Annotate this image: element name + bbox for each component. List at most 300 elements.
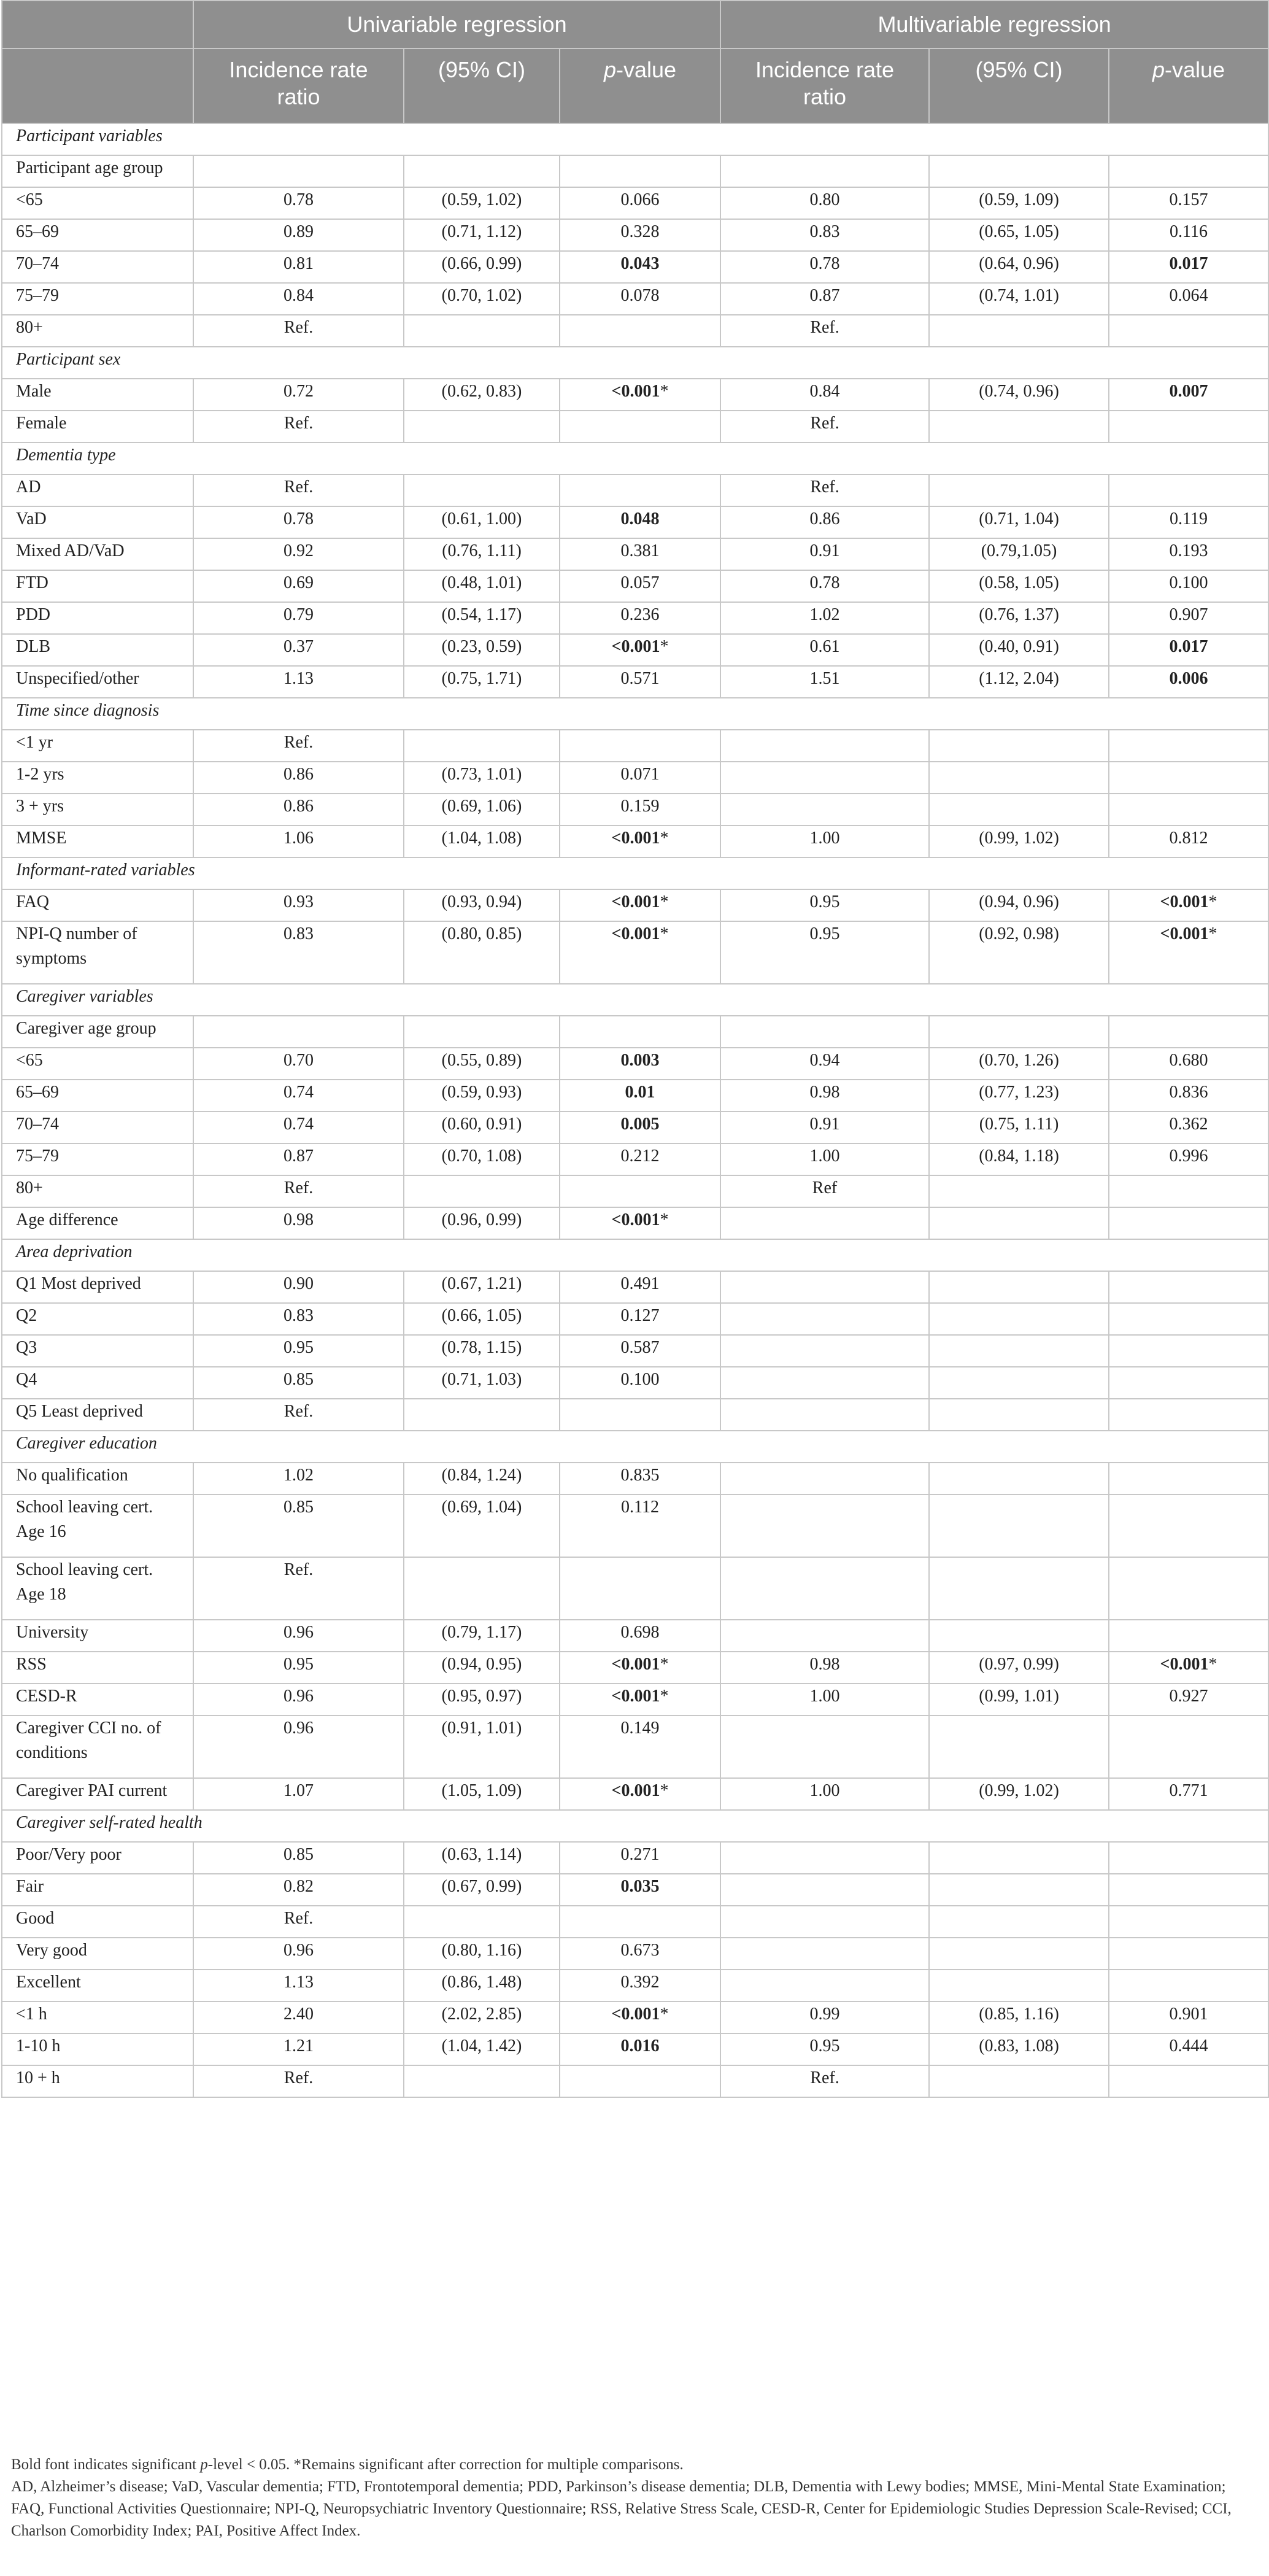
significant-p-value: <0.001 [611, 924, 660, 943]
multi-irr-cell: 0.91 [720, 1112, 929, 1143]
multi-p-cell [1109, 1970, 1268, 2002]
multi-p-cell [1109, 315, 1268, 347]
multi-ci-cell [929, 1207, 1109, 1239]
row-label: 10 + h [2, 2065, 193, 2097]
multi-p-cell [1109, 1016, 1268, 1048]
multi-p-cell [1109, 155, 1268, 187]
row-label: Q1 Most deprived [2, 1271, 193, 1303]
uni-p-cell [560, 474, 720, 506]
row-label: 75–79 [2, 1143, 193, 1175]
uni-irr-cell: 0.79 [193, 602, 404, 634]
uni-irr-cell: 0.89 [193, 219, 404, 251]
uni-irr-cell: 0.96 [193, 1684, 404, 1715]
section-row [2, 123, 1268, 155]
uni-p-cell [560, 889, 720, 921]
uni-p-cell [560, 2065, 720, 2097]
uni-irr-cell: 0.90 [193, 1271, 404, 1303]
multi-ci-cell [929, 474, 1109, 506]
uni-ci-cell: (0.80, 1.16) [404, 1938, 560, 1970]
row-label: School leaving cert. Age 16 [2, 1495, 193, 1557]
multi-irr-cell [720, 1399, 929, 1431]
correction-asterisk: * [660, 924, 669, 943]
multi-ci-cell: (0.76, 1.37) [929, 602, 1109, 634]
uni-ci-cell [404, 411, 560, 443]
multi-irr-cell [720, 1335, 929, 1367]
multi-irr-cell [720, 1842, 929, 1874]
uni-ci-cell: (1.05, 1.09) [404, 1778, 560, 1810]
multi-ci-cell [929, 1842, 1109, 1874]
uni-ci-cell: (0.79, 1.17) [404, 1620, 560, 1652]
table-row [2, 379, 1268, 411]
row-label: 80+ [2, 315, 193, 347]
uni-ci-cell [404, 315, 560, 347]
header-multivariable: Multivariable regression [720, 1, 1268, 48]
multi-irr-cell: 0.87 [720, 283, 929, 315]
row-label: Excellent [2, 1970, 193, 2002]
row-label: Mixed AD/VaD [2, 538, 193, 570]
uni-ci-cell: (0.71, 1.12) [404, 219, 560, 251]
row-label: Very good [2, 1938, 193, 1970]
multi-irr-cell: 0.95 [720, 921, 929, 984]
uni-ci-cell: (0.73, 1.01) [404, 762, 560, 794]
uni-ci-cell: (0.67, 0.99) [404, 1874, 560, 1906]
uni-ci-cell: (0.71, 1.03) [404, 1367, 560, 1399]
multi-ci-cell [929, 2065, 1109, 2097]
multi-irr-cell: Ref. [720, 474, 929, 506]
significant-p-value: <0.001 [611, 1655, 660, 1674]
uni-irr-cell: Ref. [193, 1175, 404, 1207]
uni-irr-cell: 0.96 [193, 1938, 404, 1970]
table-row [2, 2065, 1268, 2097]
table-row [2, 666, 1268, 698]
table-row [2, 1684, 1268, 1715]
uni-p-cell: 0.127 [560, 1303, 720, 1335]
row-label: 65–69 [2, 1080, 193, 1112]
uni-irr-cell: 0.81 [193, 251, 404, 283]
uni-p-cell: 0.078 [560, 283, 720, 315]
row-label: 3 + yrs [2, 794, 193, 826]
multi-ci-cell [929, 730, 1109, 762]
multi-irr-cell: 1.00 [720, 1778, 929, 1810]
p-italic: p [1152, 57, 1165, 82]
multi-p-cell [1109, 1620, 1268, 1652]
multi-ci-cell [929, 1175, 1109, 1207]
table-row [2, 2033, 1268, 2065]
uni-ci-cell: (0.95, 0.97) [404, 1684, 560, 1715]
uni-irr-cell: Ref. [193, 1399, 404, 1431]
multi-p-cell [1109, 762, 1268, 794]
table-row [2, 1207, 1268, 1239]
row-label: Caregiver PAI current [2, 1778, 193, 1810]
uni-p-cell: 0.835 [560, 1463, 720, 1495]
row-label: MMSE [2, 826, 193, 857]
uni-ci-cell [404, 155, 560, 187]
section-label: Dementia type [2, 443, 1268, 474]
section-row [2, 1431, 1268, 1463]
multi-irr-cell [720, 1303, 929, 1335]
multi-ci-cell [929, 1715, 1109, 1778]
multi-p-cell [1109, 1399, 1268, 1431]
row-label: Female [2, 411, 193, 443]
multi-ci-cell: (0.74, 0.96) [929, 379, 1109, 411]
header-blank [2, 1, 193, 48]
multi-irr-cell: 0.98 [720, 1080, 929, 1112]
multi-irr-cell [720, 1906, 929, 1938]
multi-ci-cell: (0.94, 0.96) [929, 889, 1109, 921]
uni-irr-cell: 1.21 [193, 2033, 404, 2065]
row-label: Q5 Least deprived [2, 1399, 193, 1431]
footnote-significance [11, 2454, 1257, 2476]
uni-irr-cell: 2.40 [193, 2002, 404, 2033]
table-row [2, 1016, 1268, 1048]
uni-irr-cell: 1.13 [193, 666, 404, 698]
multi-p-cell [1109, 921, 1268, 984]
multi-ci-cell: (0.74, 1.01) [929, 283, 1109, 315]
multi-p-cell: 0.193 [1109, 538, 1268, 570]
multi-ci-cell [929, 1906, 1109, 1938]
header-uni-irr: Incidence rate ratio [193, 48, 404, 123]
row-label: 65–69 [2, 219, 193, 251]
uni-p-cell [560, 1399, 720, 1431]
multi-ci-cell [929, 1970, 1109, 2002]
uni-irr-cell: 0.74 [193, 1080, 404, 1112]
multi-p-cell [1109, 379, 1268, 411]
uni-ci-cell: (0.69, 1.04) [404, 1495, 560, 1557]
uni-p-cell: 0.491 [560, 1271, 720, 1303]
table-row [2, 219, 1268, 251]
multi-ci-cell [929, 1303, 1109, 1335]
uni-ci-cell: (0.66, 0.99) [404, 251, 560, 283]
multi-irr-cell [720, 1620, 929, 1652]
multi-ci-cell [929, 1495, 1109, 1557]
multi-ci-cell: (1.12, 2.04) [929, 666, 1109, 698]
significant-p-value: 0.043 [620, 254, 660, 273]
uni-irr-cell: Ref. [193, 1557, 404, 1620]
uni-ci-cell [404, 1399, 560, 1431]
multi-irr-cell: 0.78 [720, 251, 929, 283]
significant-p-value: <0.001 [611, 892, 660, 911]
row-label: DLB [2, 634, 193, 666]
multi-irr-cell: Ref. [720, 411, 929, 443]
row-label: Good [2, 1906, 193, 1938]
significant-p-value: 0.01 [625, 1083, 655, 1102]
multi-irr-cell: Ref [720, 1175, 929, 1207]
uni-p-cell [560, 1874, 720, 1906]
uni-p-cell: 0.271 [560, 1842, 720, 1874]
uni-p-cell: 0.100 [560, 1367, 720, 1399]
table-row [2, 411, 1268, 443]
table-row [2, 1463, 1268, 1495]
uni-irr-cell: 0.78 [193, 506, 404, 538]
table-row [2, 506, 1268, 538]
multi-irr-cell: 0.83 [720, 219, 929, 251]
multi-ci-cell: (0.58, 1.05) [929, 570, 1109, 602]
multi-ci-cell: (0.77, 1.23) [929, 1080, 1109, 1112]
section-row [2, 347, 1268, 379]
table-row [2, 1557, 1268, 1620]
significant-p-value: <0.001 [1160, 924, 1209, 943]
row-label: AD [2, 474, 193, 506]
uni-p-cell [560, 1207, 720, 1239]
uni-ci-cell [404, 474, 560, 506]
correction-asterisk: * [660, 1210, 669, 1229]
uni-irr-cell: Ref. [193, 1906, 404, 1938]
multi-irr-cell [720, 1874, 929, 1906]
multi-irr-cell [720, 1463, 929, 1495]
multi-irr-cell [720, 1016, 929, 1048]
section-label: Participant variables [2, 123, 1268, 155]
multi-ci-cell [929, 762, 1109, 794]
multi-p-cell [1109, 1335, 1268, 1367]
section-row [2, 1239, 1268, 1271]
uni-irr-cell: 0.69 [193, 570, 404, 602]
uni-p-cell: 0.066 [560, 187, 720, 219]
multi-irr-cell: Ref. [720, 315, 929, 347]
correction-asterisk: * [660, 1687, 669, 1706]
uni-ci-cell: (0.94, 0.95) [404, 1652, 560, 1684]
multi-irr-cell: 1.51 [720, 666, 929, 698]
multi-ci-cell: (0.40, 0.91) [929, 634, 1109, 666]
row-label: FTD [2, 570, 193, 602]
uni-ci-cell: (0.70, 1.02) [404, 283, 560, 315]
multi-p-cell: 0.680 [1109, 1048, 1268, 1080]
uni-ci-cell: (0.54, 1.17) [404, 602, 560, 634]
table-row [2, 283, 1268, 315]
row-label: Q3 [2, 1335, 193, 1367]
significant-p-value: <0.001 [611, 382, 660, 401]
uni-irr-cell [193, 1016, 404, 1048]
table-row [2, 251, 1268, 283]
uni-ci-cell [404, 1906, 560, 1938]
row-label: Fair [2, 1874, 193, 1906]
uni-ci-cell: (0.78, 1.15) [404, 1335, 560, 1367]
uni-p-cell [560, 826, 720, 857]
table-row [2, 474, 1268, 506]
multi-irr-cell [720, 1715, 929, 1778]
row-label: 70–74 [2, 1112, 193, 1143]
significant-p-value: <0.001 [611, 829, 660, 848]
row-label: Caregiver age group [2, 1016, 193, 1048]
uni-irr-cell: 0.87 [193, 1143, 404, 1175]
table-row [2, 1495, 1268, 1557]
multi-p-cell [1109, 634, 1268, 666]
multi-p-cell [1109, 474, 1268, 506]
uni-irr-cell: 1.07 [193, 1778, 404, 1810]
multi-p-cell [1109, 1938, 1268, 1970]
multi-p-cell [1109, 1207, 1268, 1239]
uni-p-cell [560, 411, 720, 443]
uni-ci-cell: (0.84, 1.24) [404, 1463, 560, 1495]
multi-p-cell [1109, 1652, 1268, 1684]
table-row [2, 1367, 1268, 1399]
uni-p-cell: 0.159 [560, 794, 720, 826]
row-label: RSS [2, 1652, 193, 1684]
uni-ci-cell: (0.66, 1.05) [404, 1303, 560, 1335]
uni-irr-cell: 0.95 [193, 1335, 404, 1367]
row-label: Poor/Very poor [2, 1842, 193, 1874]
row-label: Caregiver CCI no. of conditions [2, 1715, 193, 1778]
multi-p-cell [1109, 1874, 1268, 1906]
correction-asterisk: * [660, 2005, 669, 2024]
uni-p-cell [560, 2002, 720, 2033]
uni-p-cell [560, 379, 720, 411]
multi-irr-cell: 1.00 [720, 1684, 929, 1715]
uni-ci-cell: (1.04, 1.42) [404, 2033, 560, 2065]
section-row [2, 1810, 1268, 1842]
table-row [2, 1048, 1268, 1080]
uni-irr-cell: 0.95 [193, 1652, 404, 1684]
multi-ci-cell: (0.84, 1.18) [929, 1143, 1109, 1175]
multi-irr-cell [720, 1938, 929, 1970]
uni-ci-cell: (0.91, 1.01) [404, 1715, 560, 1778]
significant-p-value: 0.007 [1169, 382, 1208, 401]
row-label: Age difference [2, 1207, 193, 1239]
uni-irr-cell: Ref. [193, 730, 404, 762]
uni-irr-cell: 0.83 [193, 1303, 404, 1335]
table-row [2, 826, 1268, 857]
table-row [2, 794, 1268, 826]
uni-ci-cell: (0.70, 1.08) [404, 1143, 560, 1175]
multi-ci-cell [929, 794, 1109, 826]
section-label: Informant-rated variables [2, 857, 1268, 889]
uni-ci-cell [404, 1175, 560, 1207]
p-rest: -value [1165, 57, 1225, 82]
multi-p-cell: 0.836 [1109, 1080, 1268, 1112]
significant-p-value: <0.001 [1160, 1655, 1209, 1674]
multi-ci-cell [929, 1463, 1109, 1495]
uni-ci-cell: (0.96, 0.99) [404, 1207, 560, 1239]
significant-p-value: 0.003 [620, 1051, 660, 1070]
uni-ci-cell: (0.62, 0.83) [404, 379, 560, 411]
header-multi-ci: (95% CI) [929, 48, 1109, 123]
multi-p-cell [1109, 1495, 1268, 1557]
uni-irr-cell: 0.84 [193, 283, 404, 315]
header-multi-p [1109, 48, 1268, 123]
uni-irr-cell: 0.72 [193, 379, 404, 411]
multi-irr-cell [720, 1495, 929, 1557]
row-label: 1-10 h [2, 2033, 193, 2065]
multi-irr-cell [720, 1557, 929, 1620]
row-label: 70–74 [2, 251, 193, 283]
significant-p-value: 0.048 [620, 509, 660, 528]
uni-p-cell [560, 1080, 720, 1112]
footnote-text: -level < 0.05. *Remains significant after correction for multiple comparisons. [207, 2456, 684, 2473]
table-row [2, 921, 1268, 984]
uni-irr-cell: 0.74 [193, 1112, 404, 1143]
uni-p-cell: 0.112 [560, 1495, 720, 1557]
correction-asterisk: * [660, 1655, 669, 1674]
multi-ci-cell: (0.71, 1.04) [929, 506, 1109, 538]
uni-irr-cell: 0.86 [193, 762, 404, 794]
uni-p-cell: 0.587 [560, 1335, 720, 1367]
multi-irr-cell: 0.91 [720, 538, 929, 570]
correction-asterisk: * [1208, 892, 1217, 911]
uni-irr-cell: 0.98 [193, 1207, 404, 1239]
uni-ci-cell: (0.86, 1.48) [404, 1970, 560, 2002]
multi-p-cell [1109, 251, 1268, 283]
uni-ci-cell: (0.59, 0.93) [404, 1080, 560, 1112]
multi-irr-cell: 1.00 [720, 1143, 929, 1175]
uni-irr-cell: 0.82 [193, 1874, 404, 1906]
uni-p-cell: 0.149 [560, 1715, 720, 1778]
table-row [2, 1271, 1268, 1303]
uni-p-cell [560, 1112, 720, 1143]
uni-p-cell [560, 251, 720, 283]
header-blank-2 [2, 48, 193, 123]
correction-asterisk: * [1208, 1655, 1217, 1674]
table-row [2, 570, 1268, 602]
multi-ci-cell: (0.99, 1.02) [929, 1778, 1109, 1810]
uni-p-cell [560, 1652, 720, 1684]
table-row [2, 889, 1268, 921]
multi-irr-cell: 0.95 [720, 889, 929, 921]
uni-p-cell [560, 921, 720, 984]
row-label: Male [2, 379, 193, 411]
multi-p-cell [1109, 1175, 1268, 1207]
correction-asterisk: * [660, 382, 669, 401]
multi-irr-cell [720, 762, 929, 794]
multi-p-cell [1109, 1906, 1268, 1938]
table-row [2, 1303, 1268, 1335]
multi-p-cell [1109, 411, 1268, 443]
multi-ci-cell [929, 1399, 1109, 1431]
multi-p-cell [1109, 1271, 1268, 1303]
uni-irr-cell: Ref. [193, 2065, 404, 2097]
row-label: <1 yr [2, 730, 193, 762]
multi-p-cell [1109, 1303, 1268, 1335]
uni-irr-cell: Ref. [193, 411, 404, 443]
uni-p-cell [560, 1016, 720, 1048]
uni-p-cell: 0.328 [560, 219, 720, 251]
multi-ci-cell [929, 1367, 1109, 1399]
section-label: Participant sex [2, 347, 1268, 379]
row-label: University [2, 1620, 193, 1652]
row-label: Q2 [2, 1303, 193, 1335]
significant-p-value: <0.001 [611, 637, 660, 656]
uni-irr-cell: 0.85 [193, 1495, 404, 1557]
header-multi-irr: Incidence rate ratio [720, 48, 929, 123]
table-row [2, 1842, 1268, 1874]
uni-irr-cell: 0.70 [193, 1048, 404, 1080]
multi-p-cell: 0.157 [1109, 187, 1268, 219]
significant-p-value: 0.016 [620, 2036, 660, 2056]
uni-ci-cell: (0.93, 0.94) [404, 889, 560, 921]
significant-p-value: 0.017 [1169, 254, 1208, 273]
multi-irr-cell [720, 1271, 929, 1303]
table-row [2, 1080, 1268, 1112]
section-label: Caregiver self-rated health [2, 1810, 1268, 1842]
row-label: Unspecified/other [2, 666, 193, 698]
multi-irr-cell: 0.78 [720, 570, 929, 602]
multi-irr-cell [720, 1970, 929, 2002]
row-label: CESD-R [2, 1684, 193, 1715]
uni-ci-cell: (0.63, 1.14) [404, 1842, 560, 1874]
table-row [2, 762, 1268, 794]
correction-asterisk: * [660, 892, 669, 911]
multi-ci-cell: (0.59, 1.09) [929, 187, 1109, 219]
uni-ci-cell: (0.61, 1.00) [404, 506, 560, 538]
table-row [2, 1175, 1268, 1207]
multi-p-cell: 0.119 [1109, 506, 1268, 538]
multi-irr-cell: 0.84 [720, 379, 929, 411]
multi-ci-cell: (0.99, 1.02) [929, 826, 1109, 857]
uni-irr-cell: 0.86 [193, 794, 404, 826]
uni-irr-cell: 1.06 [193, 826, 404, 857]
uni-p-cell: 0.381 [560, 538, 720, 570]
multi-p-cell [1109, 1715, 1268, 1778]
section-label: Caregiver education [2, 1431, 1268, 1463]
multi-p-cell: 0.100 [1109, 570, 1268, 602]
